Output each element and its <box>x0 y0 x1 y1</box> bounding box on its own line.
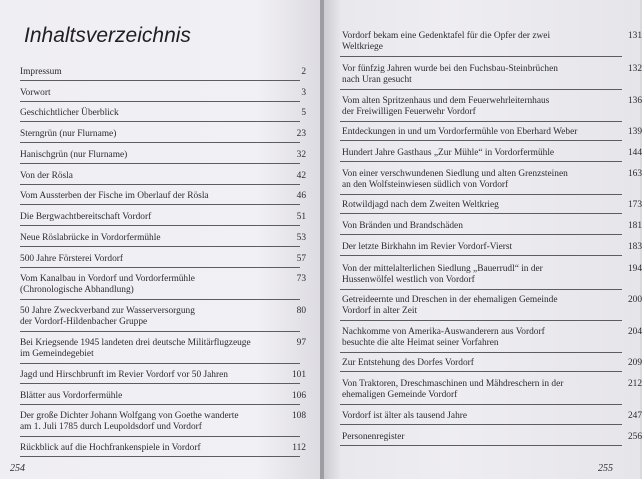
toc-entry[interactable] <box>342 411 642 422</box>
toc-entry-title: Jagd und Hirschbrunft im Revier Vordorf vor 50 Jahren <box>20 370 228 380</box>
toc-entry[interactable] <box>342 31 642 54</box>
toc-entry-title: Hundert Jahre Gasthaus „Zur Mühle“ in Vordorfermühle <box>342 148 555 158</box>
toc-entry-title: Vordorf bekam eine Gedenktafel für die Opfer der zwei Weltkriege <box>342 31 551 53</box>
toc-entry[interactable] <box>20 171 306 182</box>
toc-divider <box>340 89 622 90</box>
toc-divider <box>340 371 622 372</box>
toc-entry-page-number: 32 <box>296 150 306 160</box>
toc-entry-page-number: 173 <box>627 200 642 210</box>
toc-entry-page-number: 106 <box>291 391 306 401</box>
toc-entry-title: Der große Dichter Johann Wolfgang von Goethe wanderte am 1. Juli 1785 durch Leupoldsdorf und Vordorf <box>20 411 239 433</box>
toc-entry[interactable] <box>20 306 306 329</box>
toc-entry-title: Vorwort <box>20 88 51 98</box>
toc-entry-page-number: 163 <box>627 169 642 179</box>
toc-entry-page-number: 183 <box>627 242 642 252</box>
toc-entry-title: Hanischgrün (nur Flurname) <box>20 150 128 160</box>
toc-divider <box>340 194 622 195</box>
toc-entry-page-number: 5 <box>301 108 306 118</box>
toc-entry-title: Vom alten Spritzenhaus und dem Feuerwehrleiternhaus der Freiwilligen Feuerwehr Vordorf <box>342 96 550 118</box>
toc-divider <box>340 213 622 214</box>
toc-entry-page-number: 97 <box>296 338 306 348</box>
toc-divider <box>340 404 622 405</box>
toc-entry-title: 50 Jahre Zweckverband zur Wasserversorgung der Vordorf-Hildenbacher Gruppe <box>20 306 195 328</box>
toc-entry-page-number: 256 <box>627 432 642 442</box>
toc-entry[interactable] <box>20 254 306 265</box>
toc-entry-title: Von der Rösla <box>20 171 73 181</box>
toc-entry-title: Vor fünfzig Jahren wurde bei den Fuchsbau-Steinbrüchen nach Uran gesucht <box>342 64 558 86</box>
toc-entry[interactable] <box>20 274 306 297</box>
toc-divider <box>20 404 300 405</box>
toc-entry[interactable] <box>342 295 642 318</box>
toc-entry[interactable] <box>342 432 642 443</box>
toc-entry[interactable] <box>342 64 642 87</box>
toc-entry[interactable] <box>342 358 642 369</box>
toc-divider <box>20 184 300 185</box>
toc-entry-page-number: 3 <box>301 88 306 98</box>
toc-entry[interactable] <box>20 129 306 140</box>
toc-divider <box>20 436 300 437</box>
toc-entry-page-number: 209 <box>627 358 642 368</box>
toc-entry[interactable] <box>20 411 306 434</box>
page-heading: Inhaltsverzeichnis <box>24 24 191 47</box>
toc-entry-page-number: 73 <box>296 274 306 284</box>
toc-entry-title: Entdeckungen in und um Vordorfermühle von Eberhard Weber <box>342 127 578 137</box>
page-number-right: 255 <box>598 463 613 474</box>
page-number-left: 254 <box>10 463 25 474</box>
toc-entry[interactable] <box>20 233 306 244</box>
toc-divider <box>20 80 300 81</box>
toc-entry[interactable] <box>342 169 642 192</box>
toc-entry[interactable] <box>20 191 306 202</box>
toc-entry-title: Von der mittelalterlichen Siedlung „Bauerrudl“ in der Hussenwölfel westlich von Vordorf <box>342 264 543 286</box>
toc-entry-page-number: 204 <box>627 327 642 337</box>
toc-divider <box>340 445 622 446</box>
toc-divider <box>340 161 622 162</box>
toc-entry-page-number: 112 <box>292 443 306 453</box>
toc-entry-title: 500 Jahre Försterei Vordorf <box>20 254 124 264</box>
toc-entry[interactable] <box>20 338 306 361</box>
toc-entry-page-number: 132 <box>627 64 642 74</box>
toc-entry-title: Von einer verschwundenen Siedlung und alten Grenzsteinen an den Wolfsteinwiesen südlich von Vordorf <box>342 169 568 191</box>
toc-divider <box>340 121 622 122</box>
toc-entry-title: Der letzte Birkhahn im Revier Vordorf-Vierst <box>342 242 513 252</box>
toc-entry-page-number: 108 <box>291 411 306 421</box>
toc-divider <box>340 289 622 290</box>
toc-entry-title: Vordorf ist älter als tausend Jahre <box>342 411 468 421</box>
toc-divider <box>20 101 300 102</box>
toc-entry[interactable] <box>342 148 642 159</box>
toc-entry[interactable] <box>342 264 642 287</box>
toc-entry[interactable] <box>342 127 642 138</box>
toc-entry-page-number: 131 <box>627 31 642 41</box>
toc-entry-title: Geschichtlicher Überblick <box>20 108 119 118</box>
toc-divider <box>340 255 622 256</box>
toc-entry-page-number: 23 <box>296 129 306 139</box>
toc-divider <box>340 320 622 321</box>
toc-entry-page-number: 80 <box>296 306 306 316</box>
toc-entry[interactable] <box>20 212 306 223</box>
toc-divider <box>340 56 622 57</box>
toc-divider <box>20 142 300 143</box>
toc-divider <box>20 363 300 364</box>
toc-entry-title: Von Bränden und Brandschäden <box>342 221 463 231</box>
toc-entry-title: Rotwildjagd nach dem Zweiten Weltkrieg <box>342 200 499 210</box>
toc-divider <box>340 234 622 235</box>
toc-divider <box>20 383 300 384</box>
book-gutter <box>320 0 324 479</box>
toc-entry-page-number: 46 <box>296 191 306 201</box>
toc-divider <box>340 140 622 141</box>
right-page <box>322 0 640 479</box>
toc-divider <box>20 246 300 247</box>
toc-divider <box>340 352 622 353</box>
toc-divider <box>20 225 300 226</box>
toc-entry-page-number: 57 <box>296 254 306 264</box>
toc-entry[interactable] <box>20 88 306 99</box>
toc-entry-title: Vom Kanalbau in Vordorf und Vordorfermühle (Chronologische Abhandlung) <box>20 274 195 296</box>
toc-entry-page-number: 139 <box>627 127 642 137</box>
toc-entry[interactable] <box>20 391 306 402</box>
toc-entry[interactable] <box>342 96 642 119</box>
toc-divider <box>20 331 300 332</box>
toc-entry-title: Getreideernte und Dreschen in der ehemaligen Gemeinde Vordorf in alter Zeit <box>342 295 558 317</box>
toc-divider <box>20 204 300 205</box>
toc-entry[interactable] <box>20 370 306 381</box>
toc-divider <box>20 163 300 164</box>
toc-divider <box>20 456 300 457</box>
toc-entry[interactable] <box>342 379 642 402</box>
toc-entry-title: Nachkomme von Amerika-Auswanderern aus Vordorf besuchte die alte Heimat seiner Vorfahren <box>342 327 545 349</box>
toc-entry[interactable] <box>342 242 642 253</box>
toc-entry-title: Von Traktoren, Dreschmaschinen und Mähdreschern in der ehemaligen Gemeinde Vordorf <box>342 379 564 401</box>
toc-divider <box>20 299 300 300</box>
toc-entry[interactable] <box>342 200 642 211</box>
toc-entry-page-number: 42 <box>296 171 306 181</box>
toc-entry-title: Zur Entstehung des Dorfes Vordorf <box>342 358 474 368</box>
toc-entry-title: Rückblick auf die Hochfrankenspiele in Vordorf <box>20 443 201 453</box>
toc-entry-page-number: 200 <box>627 295 642 305</box>
toc-entry[interactable] <box>342 327 642 350</box>
toc-entry-page-number: 53 <box>296 233 306 243</box>
toc-entry-page-number: 212 <box>627 379 642 389</box>
toc-entry-title: Bei Kriegsende 1945 landeten drei deutsche Militärflugzeuge im Gemeindegebiet <box>20 338 251 360</box>
toc-entry-title: Die Bergwachtbereitschaft Vordorf <box>20 212 152 222</box>
toc-entry-page-number: 144 <box>627 148 642 158</box>
toc-entry[interactable] <box>342 221 642 232</box>
toc-entry-title: Blätter aus Vordorfermühle <box>20 391 123 401</box>
toc-entry[interactable] <box>20 67 306 78</box>
toc-entry-page-number: 101 <box>291 370 306 380</box>
toc-divider <box>20 267 300 268</box>
toc-entry-page-number: 136 <box>627 96 642 106</box>
toc-divider <box>340 424 622 425</box>
toc-entry-title: Neue Röslabrücke in Vordorfermühle <box>20 233 161 243</box>
toc-entry-title: Sterngrün (nur Flurname) <box>20 129 117 139</box>
toc-entry[interactable] <box>20 150 306 161</box>
toc-entry-title: Personenregister <box>342 432 405 442</box>
toc-entry-page-number: 2 <box>301 67 306 77</box>
toc-entry[interactable] <box>20 443 306 454</box>
toc-entry-page-number: 247 <box>627 411 642 421</box>
toc-entry-title: Impressum <box>20 67 62 77</box>
toc-entry-page-number: 194 <box>627 264 642 274</box>
toc-entry-title: Vom Aussterben der Fische im Oberlauf der Rösla <box>20 191 209 201</box>
toc-divider <box>20 121 300 122</box>
toc-entry[interactable] <box>20 108 306 119</box>
toc-entry-page-number: 181 <box>627 221 642 231</box>
toc-entry-page-number: 51 <box>296 212 306 222</box>
